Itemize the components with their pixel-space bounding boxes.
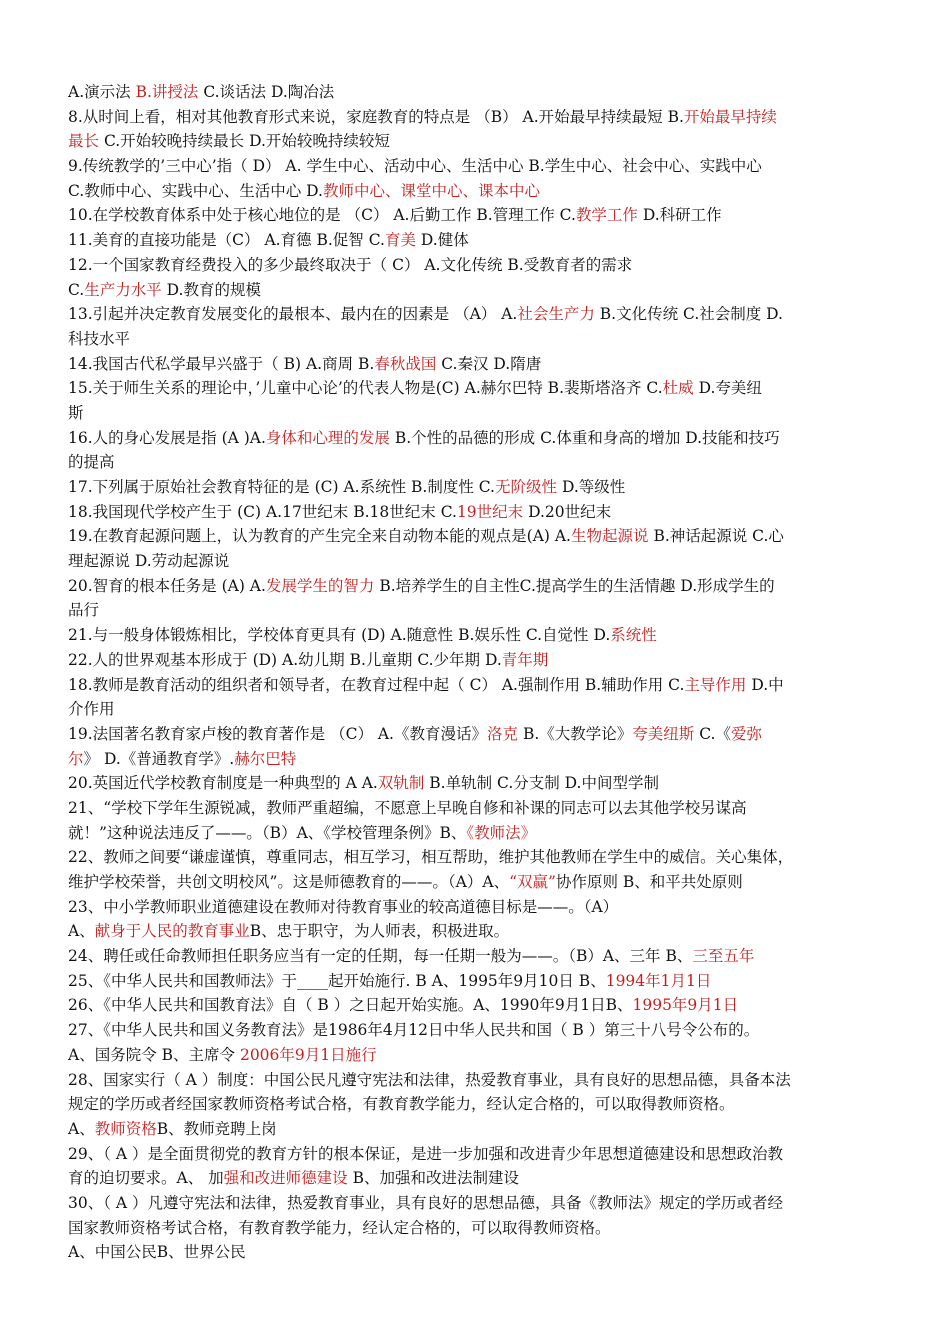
body-text: 17.下列属于原始社会教育特征的是 (C) A.系统性 B.制度性 C.	[68, 478, 495, 496]
body-text: 19.法国著名教育家卢梭的教育著作是 （C） A.《教育漫话》	[68, 724, 487, 743]
answer-text: “双赢”	[509, 873, 556, 891]
text-line	[68, 747, 886, 772]
text-line	[68, 401, 886, 426]
text-line	[68, 524, 886, 549]
answer-text: 教师中心、课堂中心、课本中心	[322, 181, 540, 200]
answer-text: 1995年9月1日	[632, 996, 739, 1015]
text-line	[68, 648, 886, 673]
body-text: 25、《中华人民共和国教师法》于____起开始施行. B A、1995年9月10日 B、	[68, 971, 606, 990]
body-text: 的提高	[68, 453, 115, 472]
text-line	[68, 179, 886, 204]
answer-text: 教学工作	[575, 206, 638, 225]
answer-text: 身体和心理的发展	[265, 428, 390, 447]
body-text: 12.一个国家教育经费投入的多少最终取决于（ C） A.文化传统 B.受教育者的需求	[68, 255, 633, 274]
body-text: 27、《中华人民共和国义务教育法》是1986年4月12日中华人民共和国（ B ）第三十八号令公布的。	[68, 1021, 760, 1040]
text-line	[68, 1191, 886, 1216]
body-text: A.演示法	[68, 83, 136, 101]
answer-text: 系统性	[610, 626, 657, 645]
text-line	[68, 253, 886, 278]
text-line	[68, 870, 886, 895]
text-line	[68, 574, 886, 599]
text-line	[68, 1166, 886, 1191]
text-line	[68, 895, 886, 920]
body-text: 20.英国近代学校教育制度是一种典型的 A A.	[68, 774, 378, 793]
answer-text: 社会生产力	[517, 305, 595, 324]
body-text: B.培养学生的自主性C.提高学生的生活情趣 D.形成学生的	[374, 576, 775, 595]
answer-text: 教师资格	[94, 1119, 157, 1138]
answer-text: 最长	[68, 132, 100, 151]
body-text: B、教师竞聘上岗	[156, 1119, 277, 1138]
answer-text: 《教师法》	[466, 823, 537, 842]
body-text: 26、《中华人民共和国教育法》自（ B ）之日起开始实施。A、1990年9月1日B、	[68, 996, 633, 1015]
text-line	[68, 450, 886, 475]
body-text: B.《大教学论》	[518, 724, 633, 743]
text-line	[68, 549, 886, 574]
body-text: C.秦汉 D.隋唐	[436, 354, 542, 373]
text-line	[68, 673, 886, 698]
text-line	[68, 105, 886, 130]
answer-text: 育美	[384, 231, 416, 250]
body-text: 9.传统教学的’三中心’指（ D） A. 学生中心、活动中心、生活中心 B.学生中心、社会中心、实践中心	[68, 157, 762, 176]
text-line	[68, 327, 886, 352]
text-line	[68, 426, 886, 451]
text-line	[68, 203, 886, 228]
answer-text: 赫尔巴特	[234, 749, 297, 768]
text-line	[68, 771, 886, 796]
answer-text: 主导作用	[684, 675, 747, 694]
body-text: 23、中小学教师职业道德建设在教师对待教育事业的较高道德目标是——。（A）	[68, 897, 619, 916]
text-line	[68, 1117, 886, 1142]
body-text: A、中国公民B、世界公民	[68, 1243, 246, 1262]
text-line	[68, 1018, 886, 1043]
body-text: B.神话起源说 C.心	[648, 527, 784, 546]
body-text: B、加强和改进法制建设	[347, 1169, 519, 1188]
text-line	[68, 1092, 886, 1117]
body-text: B、忠于职守，为人师表，积极进取。	[249, 922, 510, 941]
body-text: 28、国家实行（ A ）制度：中国公民凡遵守宪法和法律，热爱教育事业，具有良好的思想品德，具备本法	[68, 1070, 791, 1089]
answer-text: 发展学生的智力	[265, 576, 375, 595]
answer-text: 三至五年	[692, 947, 755, 966]
body-text: 10.在学校教育体系中处于核心地位的是 （C） A.后勤工作 B.管理工作 C.	[68, 206, 576, 225]
body-text: 13.引起并决定教育发展变化的最根本、最内在的因素是 （A） A.	[68, 305, 518, 324]
text-line	[68, 302, 886, 327]
body-text: A、	[68, 922, 95, 941]
body-text: B.个性的品德的形成 C.体重和身高的增加 D.技能和技巧	[389, 428, 780, 447]
answer-text: 献身于人民的教育事业	[94, 922, 250, 941]
body-text: 品行	[68, 601, 100, 620]
answer-text: 无阶级性	[495, 478, 558, 496]
body-text: D.等级性	[557, 478, 626, 496]
body-text: 18.我国现代学校产生于 (C) A.17世纪末 B.18世纪末 C.	[68, 502, 457, 521]
answer-text: 2006年9月1日施行	[239, 1045, 377, 1064]
text-line	[68, 919, 886, 944]
body-text: 22、教师之间要“谦虚谨慎，尊重同志，相互学习，相互帮助，维护其他教师在学生中的威信。关心集体，	[68, 848, 794, 867]
answer-text: 夸美纽斯	[632, 724, 695, 743]
body-text: 24、聘任或任命教师担任职务应当有一定的任期，每一任期一般为——。（B）A、三年 B、	[68, 947, 693, 966]
body-text: 协作原则 B、和平共处原则	[555, 873, 743, 891]
body-text: 8.从时间上看，相对其他教育形式来说，家庭教育的特点是 （B） A.开始最早持续最短 B.	[68, 107, 684, 126]
text-line	[68, 1142, 886, 1167]
text-line	[68, 278, 886, 303]
text-line	[68, 154, 886, 179]
body-text: C.开始较晚持续最长 D.开始较晚持续较短	[99, 132, 390, 151]
answer-text: 强和改进师德建设	[223, 1169, 348, 1188]
body-text: D.20世纪末	[523, 502, 612, 521]
body-text: 30、（ A ）凡遵守宪法和法律，热爱教育事业，具有良好的思想品德，具备《教师法》规定的学历或者经	[68, 1193, 784, 1212]
body-text: 维护学校荣誉，共创文明校风”。这是师德教育的——。（A）A、	[68, 873, 510, 891]
text-line	[68, 697, 886, 722]
text-line	[68, 500, 886, 525]
text-line	[68, 623, 886, 648]
answer-text: 尔	[68, 749, 84, 768]
body-text: A、国务院令 B、主席令	[68, 1045, 240, 1064]
body-text: C.谈话法 D.陶冶法	[198, 83, 335, 101]
body-text: 理起源说 D.劳动起源说	[68, 552, 230, 571]
text-line	[68, 1068, 886, 1093]
answer-text: 青年期	[501, 650, 549, 669]
text-line	[68, 969, 886, 994]
text-line	[68, 1240, 886, 1265]
body-text: 21、“学校下学年生源锐减，教师严重超编，不愿意上早晚自修和补课的同志可以去其他学校另谋高	[68, 798, 747, 817]
text-line	[68, 376, 886, 401]
text-line	[68, 80, 886, 105]
body-text: 20.智育的根本任务是 (A) A.	[68, 576, 266, 595]
body-text: A、	[68, 1119, 95, 1138]
text-line	[68, 722, 886, 747]
body-text: 国家教师资格考试合格，有教育教学能力，经认定合格的，可以取得教师资格。	[68, 1218, 611, 1237]
answer-text: 洛克	[487, 724, 519, 743]
body-text: 18.教师是教育活动的组织者和领导者，在教育过程中起（ C） A.强制作用 B.辅助作用 C.	[68, 675, 685, 694]
body-text: B.单轨制 C.分支制 D.中间型学制	[424, 774, 659, 793]
body-text: C.教师中心、实践中心、生活中心 D.	[68, 181, 323, 200]
text-line	[68, 1216, 886, 1241]
text-line	[68, 129, 886, 154]
body-text: 育的迫切要求。A、 加	[68, 1169, 224, 1188]
body-text: 介作用	[68, 700, 115, 719]
answer-text: 爱弥	[730, 724, 762, 743]
body-text: 19.在教育起源问题上，认为教育的产生完全来自动物本能的观点是(A) A.	[68, 527, 571, 546]
body-text: 11.美育的直接功能是（C） A.育德 B.促智 C.	[68, 231, 385, 250]
body-text: 斯	[68, 403, 84, 422]
answer-text: 开始最早持续	[683, 107, 777, 126]
body-text: B.文化传统 C.社会制度 D.	[594, 305, 783, 324]
body-text: 规定的学历或者经国家教师资格考试合格，有教育教学能力，经认定合格的，可以取得教师资格。	[68, 1095, 735, 1114]
text-line	[68, 475, 886, 500]
body-text: D.夸美纽	[693, 379, 762, 398]
body-text: 就！”这种说法违反了——。（B）A、《学校管理条例》B、	[68, 823, 467, 842]
answer-text: 生产力水平	[84, 280, 162, 299]
text-line	[68, 228, 886, 253]
document-page	[68, 80, 886, 1265]
text-line	[68, 993, 886, 1018]
text-line	[68, 352, 886, 377]
answer-text: 19世纪末	[456, 502, 524, 521]
body-text: 科技水平	[68, 329, 131, 348]
answer-text: 双轨制	[377, 774, 425, 793]
answer-text: B.讲授法	[135, 83, 199, 101]
body-text: D.健体	[415, 231, 469, 250]
body-text: 22.人的世界观基本形成于 (D) A.幼儿期 B.儿童期 C.少年期 D.	[68, 650, 502, 669]
body-text: 16.人的身心发展是指 (A )A.	[68, 428, 266, 447]
text-line	[68, 944, 886, 969]
text-line	[68, 1043, 886, 1068]
text-line	[68, 845, 886, 870]
body-text: D.中	[746, 675, 784, 694]
body-text: 》 D.《普通教育学》.	[83, 749, 235, 768]
body-text: C.《	[694, 724, 731, 743]
text-line	[68, 598, 886, 623]
text-line	[68, 821, 886, 846]
body-text: 21.与一般身体锻炼相比，学校体育更具有 (D) A.随意性 B.娱乐性 C.自觉性 D.	[68, 626, 611, 645]
text-line	[68, 796, 886, 821]
body-text: 14.我国古代私学最早兴盛于（ B) A.商周 B.	[68, 354, 375, 373]
answer-text: 1994年1月1日	[605, 971, 712, 990]
body-text: 15.关于师生关系的理论中，’儿童中心论’的代表人物是(C) A.赫尔巴特 B.裴斯塔洛齐 C.	[68, 379, 663, 398]
answer-text: 杜威	[662, 379, 694, 398]
body-text: 29、（ A ）是全面贯彻党的教育方针的根本保证，是进一步加强和改进青少年思想道德建设和思想政治教	[68, 1144, 784, 1163]
body-text: D.教育的规模	[161, 280, 261, 299]
body-text: D.科研工作	[637, 206, 722, 225]
answer-text: 生物起源说	[571, 527, 649, 546]
body-text: C.	[68, 280, 85, 299]
answer-text: 春秋战国	[374, 354, 437, 373]
